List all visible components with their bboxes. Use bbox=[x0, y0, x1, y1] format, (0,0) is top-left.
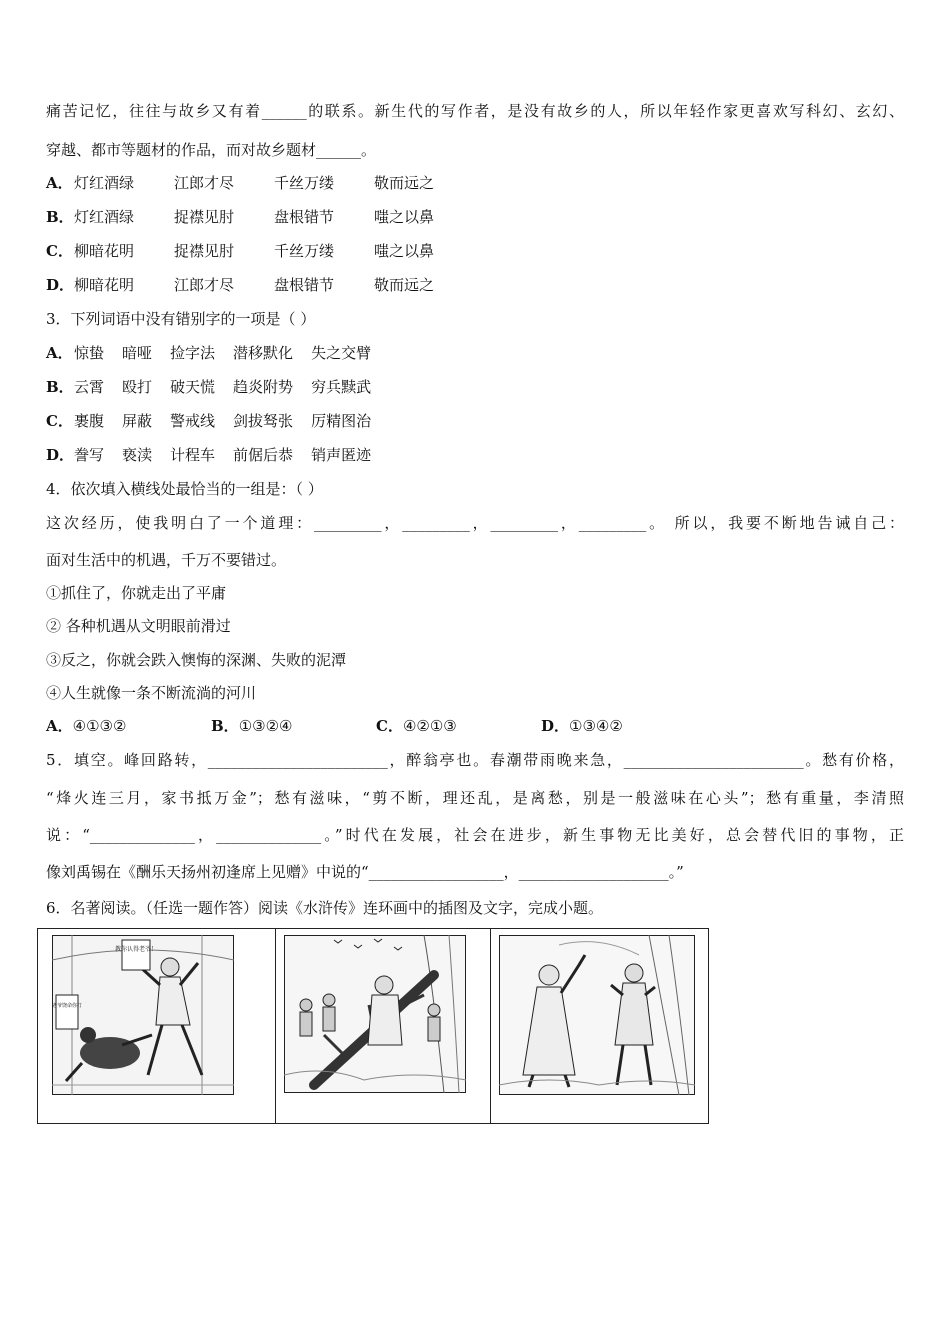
option-item: 盘根错节 bbox=[274, 276, 335, 294]
q2-option-c[interactable] bbox=[46, 241, 474, 261]
comic-panel-1 bbox=[52, 935, 234, 1095]
option-item: 嗤之以鼻 bbox=[374, 242, 435, 260]
option-item: 失之交臂 bbox=[311, 344, 372, 362]
option-item: 销声匿迹 bbox=[311, 446, 372, 464]
option-item: 惊蛰 bbox=[74, 344, 105, 362]
comic-panel-3 bbox=[499, 935, 695, 1095]
option-item: 嗤之以鼻 bbox=[374, 208, 435, 226]
q4-stem: 4．依次填入横线处最恰当的一组是：（ ） bbox=[46, 480, 323, 498]
option-item: 敬而远之 bbox=[374, 174, 435, 192]
option-label: D． bbox=[46, 446, 75, 464]
option-label: C． bbox=[46, 412, 73, 430]
q2-option-b[interactable] bbox=[46, 207, 474, 227]
option-item: 云霄 bbox=[74, 378, 105, 396]
passage-line-2: 穿越、都市等题材的作品，而对故乡题材______。 bbox=[46, 141, 377, 159]
q2-option-d[interactable] bbox=[46, 275, 474, 295]
illustration-cell-3 bbox=[491, 929, 708, 1123]
q4-item-2: ② 各种机遇从文明眼前滑过 bbox=[46, 617, 231, 635]
option-value: ④①③② bbox=[72, 717, 127, 735]
option-item: 暗哑 bbox=[122, 344, 153, 362]
option-label: D． bbox=[541, 717, 570, 735]
option-item: 警戒线 bbox=[170, 412, 216, 430]
option-item: 千丝万缕 bbox=[274, 174, 335, 192]
option-value: ①③②④ bbox=[238, 717, 293, 735]
option-item: 厉精图治 bbox=[311, 412, 372, 430]
illustration-cell-2 bbox=[276, 929, 491, 1123]
option-item: 捡字法 bbox=[170, 344, 216, 362]
q3-stem: 3．下列词语中没有错别字的一项是（ ） bbox=[46, 310, 316, 328]
option-item: 盘根错节 bbox=[274, 208, 335, 226]
illustration-cell-1 bbox=[38, 929, 276, 1123]
q4-text-line-1: 这次经历，使我明白了一个道理：_________，_________，_________，_________。 所以，我要不断地告诫自己： bbox=[46, 514, 904, 532]
option-item: 裹腹 bbox=[74, 412, 105, 430]
q4-answer-b[interactable] bbox=[211, 716, 376, 736]
option-value: ①③④② bbox=[569, 717, 623, 735]
option-label: A． bbox=[46, 344, 73, 362]
option-item: 趋炎附势 bbox=[233, 378, 294, 396]
q4-item-3: ③反之，你就会跌入懊悔的深渊、失败的泥潭 bbox=[46, 651, 347, 669]
option-label: A． bbox=[46, 174, 73, 192]
option-label: C． bbox=[46, 242, 73, 260]
option-label: B． bbox=[46, 378, 74, 396]
option-label: D． bbox=[46, 276, 75, 294]
q3-option-d[interactable] bbox=[46, 445, 389, 465]
option-item: 誊写 bbox=[74, 446, 105, 464]
q5-line-3: 说：“______________，______________。”时代在发展，社会在进步，新生事物无比美好，总会替代旧的事物，正 bbox=[46, 826, 904, 844]
q3-option-b[interactable] bbox=[46, 377, 389, 397]
option-label: B． bbox=[211, 717, 239, 735]
option-label: B． bbox=[46, 208, 74, 226]
q4-text-line-2: 面对生活中的机遇，千万不要错过。 bbox=[46, 551, 287, 569]
passage-line-1: 痛苦记忆，往往与故乡又有着______的联系。新生代的写作者，是没有故乡的人，所以年轻作家更喜欢写科幻、玄幻、 bbox=[46, 102, 904, 120]
option-item: 破天慌 bbox=[170, 378, 216, 396]
option-label: C． bbox=[376, 717, 403, 735]
option-item: 潜移默化 bbox=[233, 344, 294, 362]
option-label: A． bbox=[46, 717, 73, 735]
q3-option-a[interactable] bbox=[46, 343, 389, 363]
q5-line-2: “烽火连三月，家书抵万金”；愁有滋味，“剪不断，理还乱，是离愁，别是一般滋味在心头”；愁有重量，李清照 bbox=[46, 789, 904, 807]
illustration-table bbox=[37, 928, 709, 1124]
q3-option-c[interactable] bbox=[46, 411, 389, 431]
option-item: 捉襟见肘 bbox=[174, 242, 235, 260]
option-item: 灯红酒绿 bbox=[74, 174, 135, 192]
q4-answers bbox=[46, 716, 706, 736]
q5-line-4: 像刘禹锡在《酬乐天扬州初逢席上见赠》中说的“__________________，____________________。” bbox=[46, 863, 684, 881]
option-item: 江郎才尽 bbox=[174, 276, 235, 294]
option-item: 柳暗花明 bbox=[74, 276, 135, 294]
q4-answer-a[interactable] bbox=[46, 716, 211, 736]
option-item: 剑拔驽张 bbox=[233, 412, 294, 430]
option-item: 穷兵黩武 bbox=[311, 378, 372, 396]
q4-answer-c[interactable] bbox=[376, 716, 541, 736]
q4-item-1: ①抓住了，你就走出了平庸 bbox=[46, 584, 227, 602]
q2-option-a[interactable] bbox=[46, 173, 474, 193]
q4-item-4: ④人生就像一条不断流淌的河川 bbox=[46, 684, 257, 702]
speech-text-a: 教你认得老爷！ bbox=[114, 946, 158, 953]
q4-answer-d[interactable] bbox=[541, 716, 706, 736]
option-item: 殴打 bbox=[122, 378, 153, 396]
option-item: 灯红酒绿 bbox=[74, 208, 135, 226]
option-item: 前倨后恭 bbox=[233, 446, 294, 464]
q5-line-1: 5．填空。峰回路转，________________________，醉翁亭也。春潮带雨晚来急，________________________。愁有价格， bbox=[46, 751, 904, 769]
comic-panel-2 bbox=[284, 935, 466, 1093]
option-item: 千丝万缕 bbox=[274, 242, 335, 260]
option-item: 江郎才尽 bbox=[174, 174, 235, 192]
option-item: 敬而远之 bbox=[374, 276, 435, 294]
option-item: 屏蔽 bbox=[122, 412, 153, 430]
speech-text-b: 老爷饶命你打 bbox=[52, 1003, 83, 1009]
option-item: 亵渎 bbox=[122, 446, 153, 464]
option-item: 计程车 bbox=[170, 446, 216, 464]
option-value: ④②①③ bbox=[402, 717, 457, 735]
q6-stem: 6．名著阅读。（任选一题作答）阅读《水浒传》连环画中的插图及文字，完成小题。 bbox=[46, 899, 604, 917]
option-item: 柳暗花明 bbox=[74, 242, 135, 260]
option-item: 捉襟见肘 bbox=[174, 208, 235, 226]
